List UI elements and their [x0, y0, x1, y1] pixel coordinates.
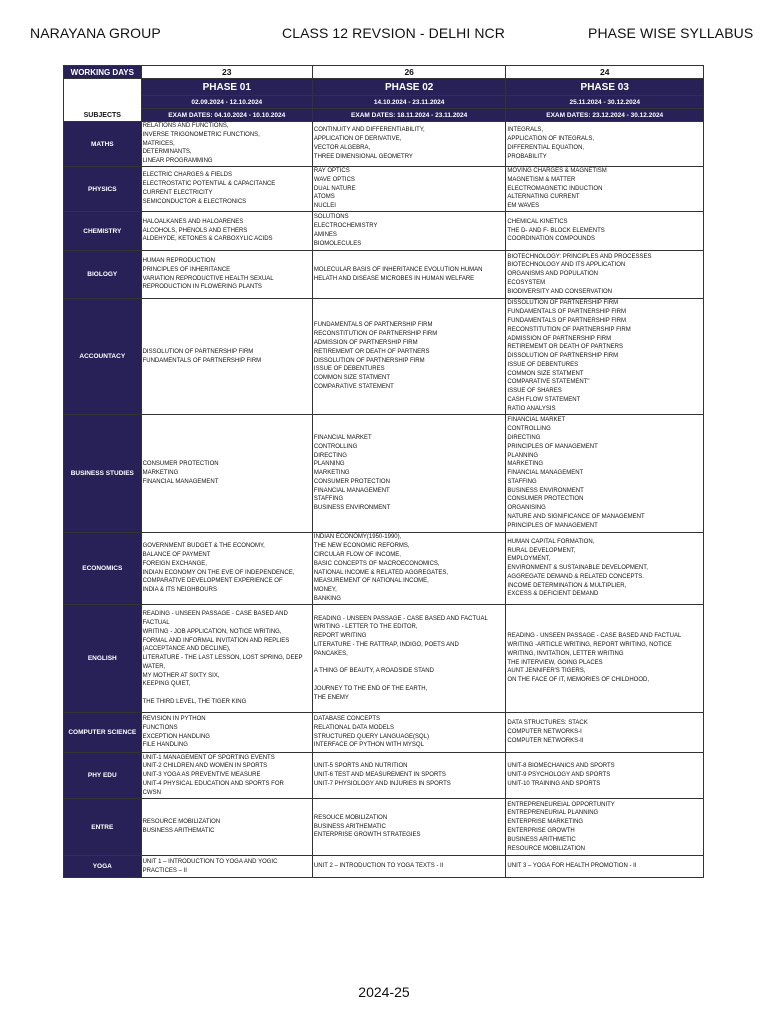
phase-3-topics: INTEGRALS, APPLICATION OF INTEGRALS, DIFFERENTIAL EQUATION, PROBABILITY: [506, 122, 704, 167]
phase-2-dates: 14.10.2024 - 23.11.2024: [312, 96, 506, 109]
subject-row: [64, 212, 704, 251]
phase-1-topics: CONSUMER PROTECTION MARKETING FINANCIAL MANAGEMENT: [141, 415, 312, 533]
subject-name: PHY EDU: [64, 753, 142, 799]
phase-1-topics: READING - UNSEEN PASSAGE - CASE BASED AND FACTUAL WRITING - JOB APPLICATION, NOTICE WRITING, FORMAL AND INFORMAL INVITATION AND REPLIES (ACCEPTANCE AND DECLINE), LITERATURE - THE LAST LESSON, LOST SPRING, DEEP WATER, MY MOTHER AT SIXTY SIX, KEEPING QUIET, THE THIRD LEVEL, THE TIGER KING: [141, 605, 312, 713]
phase-1-dates: 02.09.2024 - 12.10.2024: [141, 96, 312, 109]
phase-1-topics: UNIT 1 – INTRODUCTION TO YOGA AND YOGIC PRACTICES – II: [141, 856, 312, 878]
syllabus-table-body: [64, 66, 704, 878]
phase-1-exam-dates: EXAM DATES: 04.10.2024 - 10.10.2024: [141, 109, 312, 122]
subject-row: [64, 753, 704, 799]
phase-3-topics: READING - UNSEEN PASSAGE - CASE BASED AND FACTUAL WRITING -ARTICLE WRITING, REPORT WRITING, NOTICE WRITING, INVITATION, LETTER WRITING THE INTERVIEW, GOING PLACES AUNT JENNIFER'S TIGERS, ON THE FACE OF IT, MEMORIES OF CHILDHOOD,: [506, 605, 704, 713]
phase-3-topics: UNIT-8 BIOMECHANICS AND SPORTS UNIT-9 PSYCHOLOGY AND SPORTS UNIT-10 TRAINING AND SPORTS: [506, 753, 704, 799]
phase-2-topics: CONTINUITY AND DIFFERENTIABILITY, APPLICATION OF DERIVATIVE, VECTOR ALGEBRA, THREE DIMENSIONAL GEOMETRY: [312, 122, 506, 167]
phase-2-topics: FUNDAMENTALS OF PARTNERSHIP FIRM RECONSTITUTION OF PARTNERSHIP FIRM ADMISSION OF PARTNERSHIP FIRM RETIREMEMT OR DEATH OF PARTNERS DISSOLUTION OF PARTNERSHIP FIRM ISSUE OF DEBENTURES COMMON SIZE STATMENT COMPARATIVE STATEMENT: [312, 299, 506, 415]
subject-row: [64, 122, 704, 167]
subject-name: ACCOUNTACY: [64, 299, 142, 415]
subject-row: [64, 251, 704, 299]
phase-2-topics: MOLECULAR BASIS OF INHERITANCE EVOLUTION HUMAN HELATH AND DISEASE MICROBES IN HUMAN WELFARE: [312, 251, 506, 299]
subject-row: [64, 799, 704, 856]
phase-1-topics: UNIT-1 MANAGEMENT OF SPORTING EVENTS UNIT-2 CHILDREN AND WOMEN IN SPORTS UNIT-3 YOGA AS PREVENTIVE MEASURE UNIT-4 PHYSICAL EDUCATION AND SPORTS FOR CWSN: [141, 753, 312, 799]
phase-1-topics: HUMAN REPRODUCTION PRINCIPLES OF INHERITANCE VARIATION REPRODUCTIVE HEALTH SEXUAL REPRODUCTION IN FLOWERING PLANTS: [141, 251, 312, 299]
phase-3-topics: HUMAN CAPITAL FORMATION, RURAL DEVELOPMENT, EMPLOYMENT, ENVIRONMENT & SUSTAINABLE DEVELOPMENT, AGGREGATE DEMAND & RELATED CONCEPTS. INCOME DETERMINATION & MULTIPLIER, EXCESS & DEFICIENT DEMAND: [506, 533, 704, 605]
phase-1-topics: DISSOLUTION OF PARTNERSHIP FIRM FUNDAMENTALS OF PARTNERSHIP FIRM: [141, 299, 312, 415]
subject-row: [64, 533, 704, 605]
phase-2-topics: FINANCIAL MARKET CONTROLLING DIRECTING PLANNING MARKETING CONSUMER PROTECTION FINANCIAL MANAGEMENT STAFFING BUSINESS ENVIRONMENT: [312, 415, 506, 533]
academic-year: 2024-25: [358, 984, 410, 1000]
phase-3-days: 24: [506, 66, 704, 79]
subject-name: ECONOMICS: [64, 533, 142, 605]
phase-dates-row: [64, 96, 704, 109]
phase-2-exam-dates: EXAM DATES: 18.11.2024 - 23.11.2024: [312, 109, 506, 122]
phase-3-dates: 25.11.2024 - 30.12.2024: [506, 96, 704, 109]
subject-name: BUSINESS STUDIES: [64, 415, 142, 533]
phase-1-topics: GOVERNMENT BUDGET & THE ECONOMY, BALANCE OF PAYMENT FOREIGN EXCHANGE, INDIAN ECONOMY ON THE EVE OF INDEPENDENCE, COMPARATIVE DEVELOPMENT EXPERIENCE OF INDIA & ITS NEIGHBOURS: [141, 533, 312, 605]
phase-2-topics: RAY OPTICS WAVE OPTICS DUAL NATURE ATOMS NUCLEI: [312, 167, 506, 212]
subject-row: [64, 713, 704, 753]
document-subtitle: PHASE WISE SYLLABUS: [588, 25, 754, 41]
subject-name: YOGA: [64, 856, 142, 878]
subject-row: [64, 167, 704, 212]
phase-1-name: PHASE 01: [141, 79, 312, 96]
subject-name: MATHS: [64, 122, 142, 167]
phase-2-topics: DATABASE CONCEPTS RELATIONAL DATA MODELS STRUCTURED QUERY LANGUAGE(SQL) INTERFACE OF PYTHON WITH MYSQL: [312, 713, 506, 753]
phase-1-topics: ELECTRIC CHARGES & FIELDS ELECTROSTATIC POTENTIAL & CAPACITANCE CURRENT ELECTRICITY SEMICONDUCTOR & ELECTRONICS: [141, 167, 312, 212]
phase-3-topics: CHEMICAL KINETICS THE D- AND F- BLOCK ELEMENTS COORDINATION COMPOUNDS: [506, 212, 704, 251]
phase-2-topics: SOLUTIONS ELECTROCHEMISTRY AMINES BIOMOLECULES: [312, 212, 506, 251]
phase-3-topics: FINANCIAL MARKET CONTROLLING DIRECTING PRINCIPLES OF MANAGEMENT PLANNING MARKETING FINANCIAL MANAGEMENT STAFFING BUSINESS ENVIRONMENT CONSUMER PROTECTION ORGANISING NATURE AND SIGNIFICANCE OF MANAGEMENT PRINCIPLES OF MANAGEMENT: [506, 415, 704, 533]
subject-row: [64, 605, 704, 713]
phase-1-topics: HALOALKANES AND HALOARENES ALCOHOLS, PHENOLS AND ETHERS ALDEHYDE, KETONES & CARBOXYLIC ACIDS: [141, 212, 312, 251]
phase-3-topics: MOVING CHARGES & MAGNETISM MAGNETISM & MATTER ELECTROMAGNETIC INDUCTION ALTERNATING CURRENT EM WAVES: [506, 167, 704, 212]
phase-2-topics: UNIT-5 SPORTS AND NUTRITION UNIT-6 TEST AND MEASUREMENT IN SPORTS UNIT-7 PHYSIOLOGY AND INJURIES IN SPORTS: [312, 753, 506, 799]
phase-1-topics: RESOURCE MOBILIZATION BUSINESS ARITHEMATIC: [141, 799, 312, 856]
subject-row: [64, 299, 704, 415]
phase-3-exam-dates: EXAM DATES: 23.12.2024 - 30.12.2024: [506, 109, 704, 122]
subject-name: CHEMISTRY: [64, 212, 142, 251]
subject-row: [64, 415, 704, 533]
phase-1-topics: REVISION IN PYTHON FUNCTIONS EXCEPTION HANDLING FILE HANDLING: [141, 713, 312, 753]
exam-dates-row: [64, 109, 704, 122]
subject-row: [64, 856, 704, 878]
phase-2-topics: READING - UNSEEN PASSAGE - CASE BASED AND FACTUAL WRITING - LETTER TO THE EDITOR, REPORT WRITING LITERATURE - THE RATTRAP, INDIGO, POETS AND PANCAKES, A THING OF BEAUTY, A ROADSIDE STAND JOURNEY TO THE END OF THE EARTH, THE ENEMY: [312, 605, 506, 713]
document-title: CLASS 12 REVSION - DELHI NCR: [282, 25, 505, 41]
phase-2-topics: RESOUCE MOBILIZATION BUSINESS ARITHEMATIC ENTERPRISE GROWTH STRATEGIES: [312, 799, 506, 856]
phase-3-topics: DISSOLUTION OF PARTNERSHIP FIRM FUNDAMENTALS OF PARTNERSHIP FIRM FUNDAMENTALS OF PARTNERSHIP FIRM RECONSTITUTION OF PARTNERSHIP FIRM ADMISSION OF PARTNERSHIP FIRM RETIREMEMT OR DEATH OF PARTNERS DISSOLUTION OF PARTNERSHIP FIRM ISSUE OF DEBENTURES COMMON SIZE STATMENT COMPARATIVE STATEMENT" ISSUE OF SHARES CASH FLOW STATEMENT RATIO ANALYSIS: [506, 299, 704, 415]
syllabus-table: [63, 65, 704, 878]
phase-3-topics: BIOTECHNOLOGY: PRINCIPLES AND PROCESSES BIOTECHNOLOGY AND ITS APPLICATION ORGANISMS AND POPULATION ECOSYSTEM BIODIVERSITY AND CONSERVATION: [506, 251, 704, 299]
phase-2-name: PHASE 02: [312, 79, 506, 96]
phase-3-name: PHASE 03: [506, 79, 704, 96]
subject-name: BIOLOGY: [64, 251, 142, 299]
working-days-row: [64, 66, 704, 79]
org-name: NARAYANA GROUP: [30, 25, 161, 41]
phase-2-days: 26: [312, 66, 506, 79]
phase-1-days: 23: [141, 66, 312, 79]
phase-3-topics: UNIT 3 – YOGA FOR HEALTH PROMOTION - II: [506, 856, 704, 878]
phase-3-topics: DATA STRUCTURES: STACK COMPUTER NETWORKS-I COMPUTER NETWORKS-II: [506, 713, 704, 753]
phase-2-topics: INDIAN ECONOMY(1950-1990), THE NEW ECONOMIC REFORMS, CIRCULAR FLOW OF INCOME, BASIC CONCEPTS OF MACROECONOMICS, NATIONAL INCOME & RELATED AGGREGATES, MEASUREMENT OF NATIONAL INCOME, MONEY, BANKING: [312, 533, 506, 605]
working-days-label: WORKING DAYS: [64, 66, 142, 79]
subject-name: COMPUTER SCIENCE: [64, 713, 142, 753]
subject-name: ENGLISH: [64, 605, 142, 713]
phase-1-topics: RELATIONS AND FUNCTIONS, INVERSE TRIGONOMETRIC FUNCTIONS, MATRICES, DETERMINANTS, LINEAR PROGRAMMING: [141, 122, 312, 167]
subject-name: PHYSICS: [64, 167, 142, 212]
phase-2-topics: UNIT 2 – INTRODUCTION TO YOGA TEXTS - II: [312, 856, 506, 878]
subjects-header: SUBJECTS: [64, 79, 142, 122]
subject-name: ENTRE: [64, 799, 142, 856]
phase-name-row: [64, 79, 704, 96]
phase-3-topics: ENTREPRENEUREIAL OPPORTUNITY ENTREPRENEURIAL PLANNING ENTERPRISE MARKETING ENTERPRISE GROWTH BUSINESS ARITHMETIC RESOURCE MOBILIZATION: [506, 799, 704, 856]
